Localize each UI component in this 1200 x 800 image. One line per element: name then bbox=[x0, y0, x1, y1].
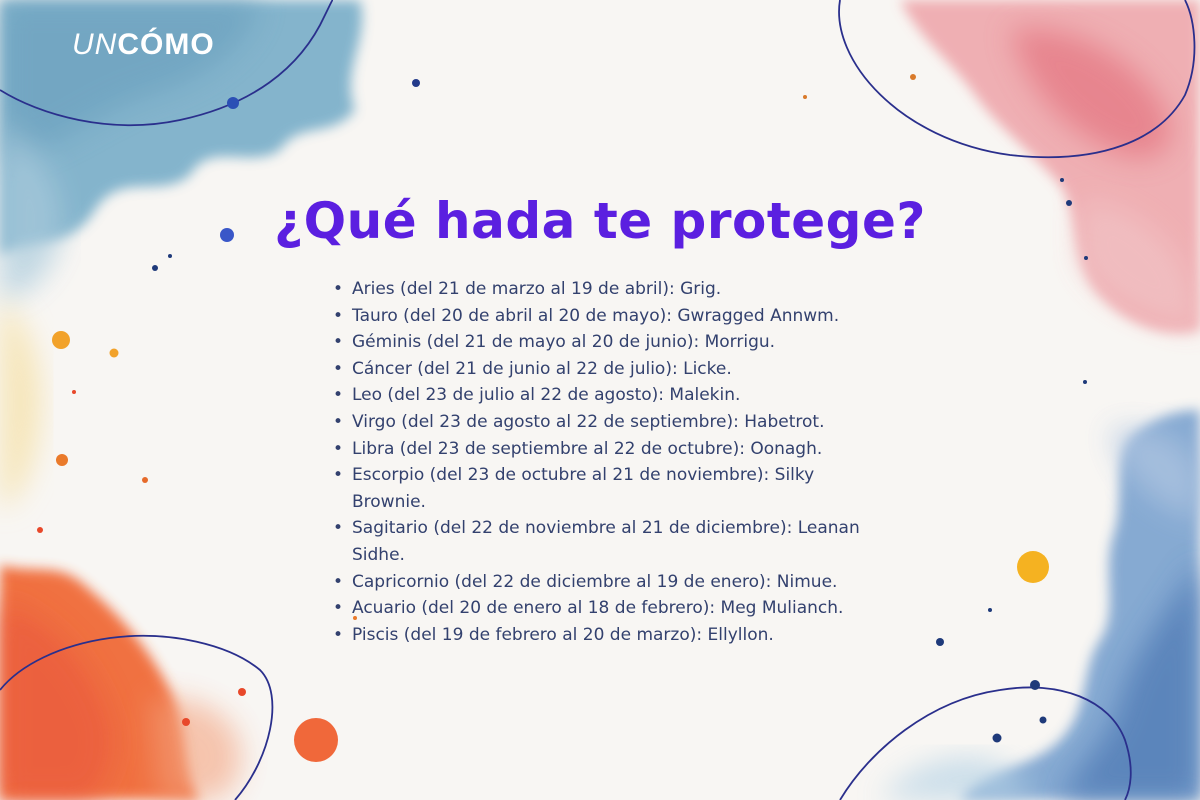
brand-logo bbox=[72, 28, 215, 62]
list-item-sagitario: • Sagitario (del 22 de noviembre al 21 de diciembre): Leanan Sidhe. bbox=[352, 515, 892, 568]
brand-logo-name: CÓMO bbox=[117, 28, 215, 61]
list-item-virgo: • Virgo (del 23 de agosto al 22 de septiembre): Habetrot. bbox=[352, 409, 892, 436]
orange-watercolor-splash bbox=[0, 565, 241, 800]
list-item-leo: • Leo (del 23 de julio al 22 de agosto): Malekin. bbox=[352, 382, 892, 409]
list-item-piscis: • Piscis (del 19 de febrero al 20 de marzo): Ellyllon. bbox=[352, 622, 892, 649]
list-item-cancer: • Cáncer (del 21 de junio al 22 de julio): Licke. bbox=[352, 356, 892, 383]
yellow-watercolor-splash bbox=[0, 300, 41, 510]
list-item-capricornio: • Capricornio (del 22 de diciembre al 19 de enero): Nimue. bbox=[352, 569, 892, 596]
brand-logo-prefix: UN bbox=[72, 28, 118, 61]
zodiac-fairy-list bbox=[352, 276, 892, 648]
list-item-tauro: • Tauro (del 20 de abril al 20 de mayo): Gwragged Annwm. bbox=[352, 303, 892, 330]
list-item-escorpio: • Escorpio (del 23 de octubre al 21 de noviembre): Silky Brownie. bbox=[352, 462, 892, 515]
red-watercolor-splash bbox=[900, 0, 1200, 333]
light-blue-splash bbox=[880, 757, 1030, 800]
list-item-geminis: • Géminis (del 21 de mayo al 20 de junio): Morrigu. bbox=[352, 329, 892, 356]
list-item-libra: • Libra (del 23 de septiembre al 22 de octubre): Oonagh. bbox=[352, 436, 892, 463]
list-item-aries: • Aries (del 21 de marzo al 19 de abril): Grig. bbox=[352, 276, 892, 303]
list-item-acuario: • Acuario (del 20 de enero al 18 de febrero): Meg Mulianch. bbox=[352, 595, 892, 622]
page-title: ¿Qué hada te protege? bbox=[274, 192, 926, 250]
